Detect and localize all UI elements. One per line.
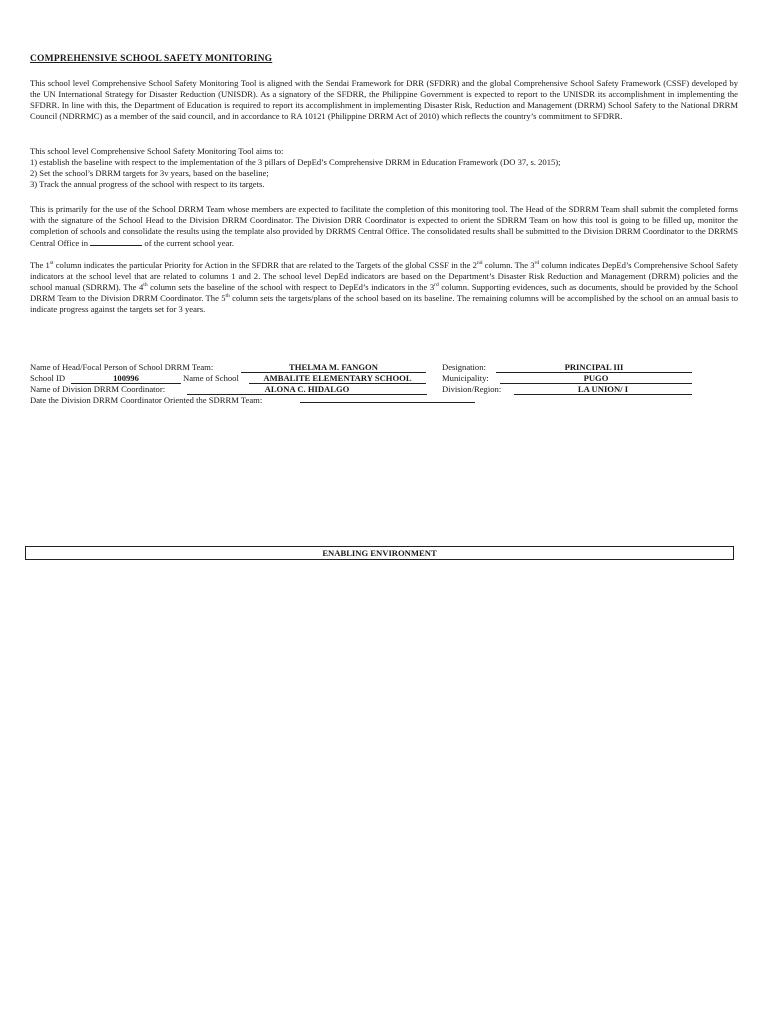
usage-text-after-blank: of the current school year. xyxy=(144,237,234,248)
ordinal-suffix: st xyxy=(49,260,54,267)
columns-paragraph xyxy=(30,260,738,315)
ordinal-suffix: th xyxy=(225,292,230,299)
head-name-field[interactable]: THELMA M. FANGON xyxy=(241,363,426,373)
intro-paragraph: This school level Comprehensive School Safety Monitoring Tool is aligned with the Sendai Framework for DRR (SFDRR) and the global Comprehensive School Safety Framework (CSSF) developed by the UN International Strategy for Disaster Reduction (UNISDR). As a signatory of the SFDRR, the Philippine Government is expected to report to the UNISDR its accomplishment in implementing the SFDRR. In line with this, the Department of Education is required to report its accomplishment in implementing Disaster Risk, Reduction and Management (DRRM) School Safety to the National DRRM Council (NDRRMC) as a member of the said council, and in accordance to RA 10121 (Philippine DRRM Act of 2010) which reflects the country’s commitment to SFDRR. xyxy=(30,78,738,121)
municipality-label: Municipality: xyxy=(442,373,489,383)
school-id-field[interactable]: 100996 xyxy=(71,374,181,384)
columns-text: column sets the targets/plans of the school based on its baseline. The remaining columns will be accomplished by the school on an annual basis to indicate progress against the targets set for 3 years. xyxy=(30,292,738,314)
enabling-environment-header: ENABLING ENVIRONMENT xyxy=(25,546,734,560)
aims-block xyxy=(30,146,561,190)
oriented-date-field[interactable] xyxy=(300,402,475,403)
division-label: Division/Region: xyxy=(442,384,502,394)
ordinal-suffix: nd xyxy=(476,260,483,267)
columns-text: The 1 xyxy=(30,260,50,270)
head-label: Name of Head/Focal Person of School DRRM Team: xyxy=(30,362,214,372)
school-name-field[interactable]: AMBALITE ELEMENTARY SCHOOL xyxy=(249,374,426,384)
municipality-field[interactable]: PUGO xyxy=(500,374,692,384)
aim-item: 3) Track the annual progress of the school with respect to its targets. xyxy=(30,178,265,189)
division-field[interactable]: LA UNION/ I xyxy=(514,385,692,395)
aim-item: 2) Set the school’s DRRM targets for 3v years, based on the baseline; xyxy=(30,167,269,178)
ordinal-suffix: rd xyxy=(434,281,439,288)
usage-paragraph xyxy=(30,204,738,249)
oriented-date-label: Date the Division DRRM Coordinator Oriented the SDRRM Team: xyxy=(30,395,263,405)
columns-text: column indicates DepEd’s Comprehensive School Safety indicators at the school level that are related to columns 1 and 2. The school level DepEd indicators are based on the Department’s Disaster Risk Reduction and Management (DRRM) policies and the school manual (SDRRM). The 4 xyxy=(30,260,738,292)
school-name-label: Name of School xyxy=(183,373,239,383)
school-id-label: School ID xyxy=(30,373,66,383)
designation-field[interactable]: PRINCIPAL III xyxy=(496,363,692,373)
columns-text: column sets the baseline of the school with respect to DepEd’s indicators in the 3 xyxy=(147,281,435,292)
coordinator-field[interactable]: ALONA C. HIDALGO xyxy=(187,385,427,395)
aim-item: 1) establish the baseline with respect to the implementation of the 3 pillars of DepEd’s Comprehensive DRRM in Education Framework (DO 37, s. 2015); xyxy=(30,156,561,167)
coordinator-label: Name of Division DRRM Coordinator: xyxy=(30,384,166,394)
submission-date-blank xyxy=(90,237,142,246)
columns-text: column. Supporting evidences, such as documents, should be provided by the School DRRM Team to the Division DRRM Coordinator. The 5 xyxy=(30,281,738,303)
document-title: COMPREHENSIVE SCHOOL SAFETY MONITORING xyxy=(30,54,273,64)
columns-text: column. The 3 xyxy=(482,260,535,270)
usage-text-before-blank: This is primarily for the use of the School DRRM Team whose members are expected to facilitate the completion of this monitoring tool. The Head of the SDRRM Team shall submit the completed forms with the signature of the School Head to the Division DRRM Coordinator. The Division DRR Coordinator is expected to orient the SDRRM Team on how this tool is going to be filled up, monitor the completion of schools and consolidate the results using the template also provided by DRRMS Central Office. The consolidated results shall be submitted to the Division DRRM Coordinator to the DRRMS Central Office in xyxy=(30,204,738,248)
ordinal-suffix: rd xyxy=(534,260,540,267)
ordinal-suffix: th xyxy=(143,281,148,288)
columns-text: column indicates the particular Priority for Action in the SFDRR that are related to the Targets of the global CSSF in the 2 xyxy=(53,260,477,270)
designation-label: Designation: xyxy=(442,362,486,372)
aims-intro: This school level Comprehensive School Safety Monitoring Tool aims to: xyxy=(30,146,284,156)
